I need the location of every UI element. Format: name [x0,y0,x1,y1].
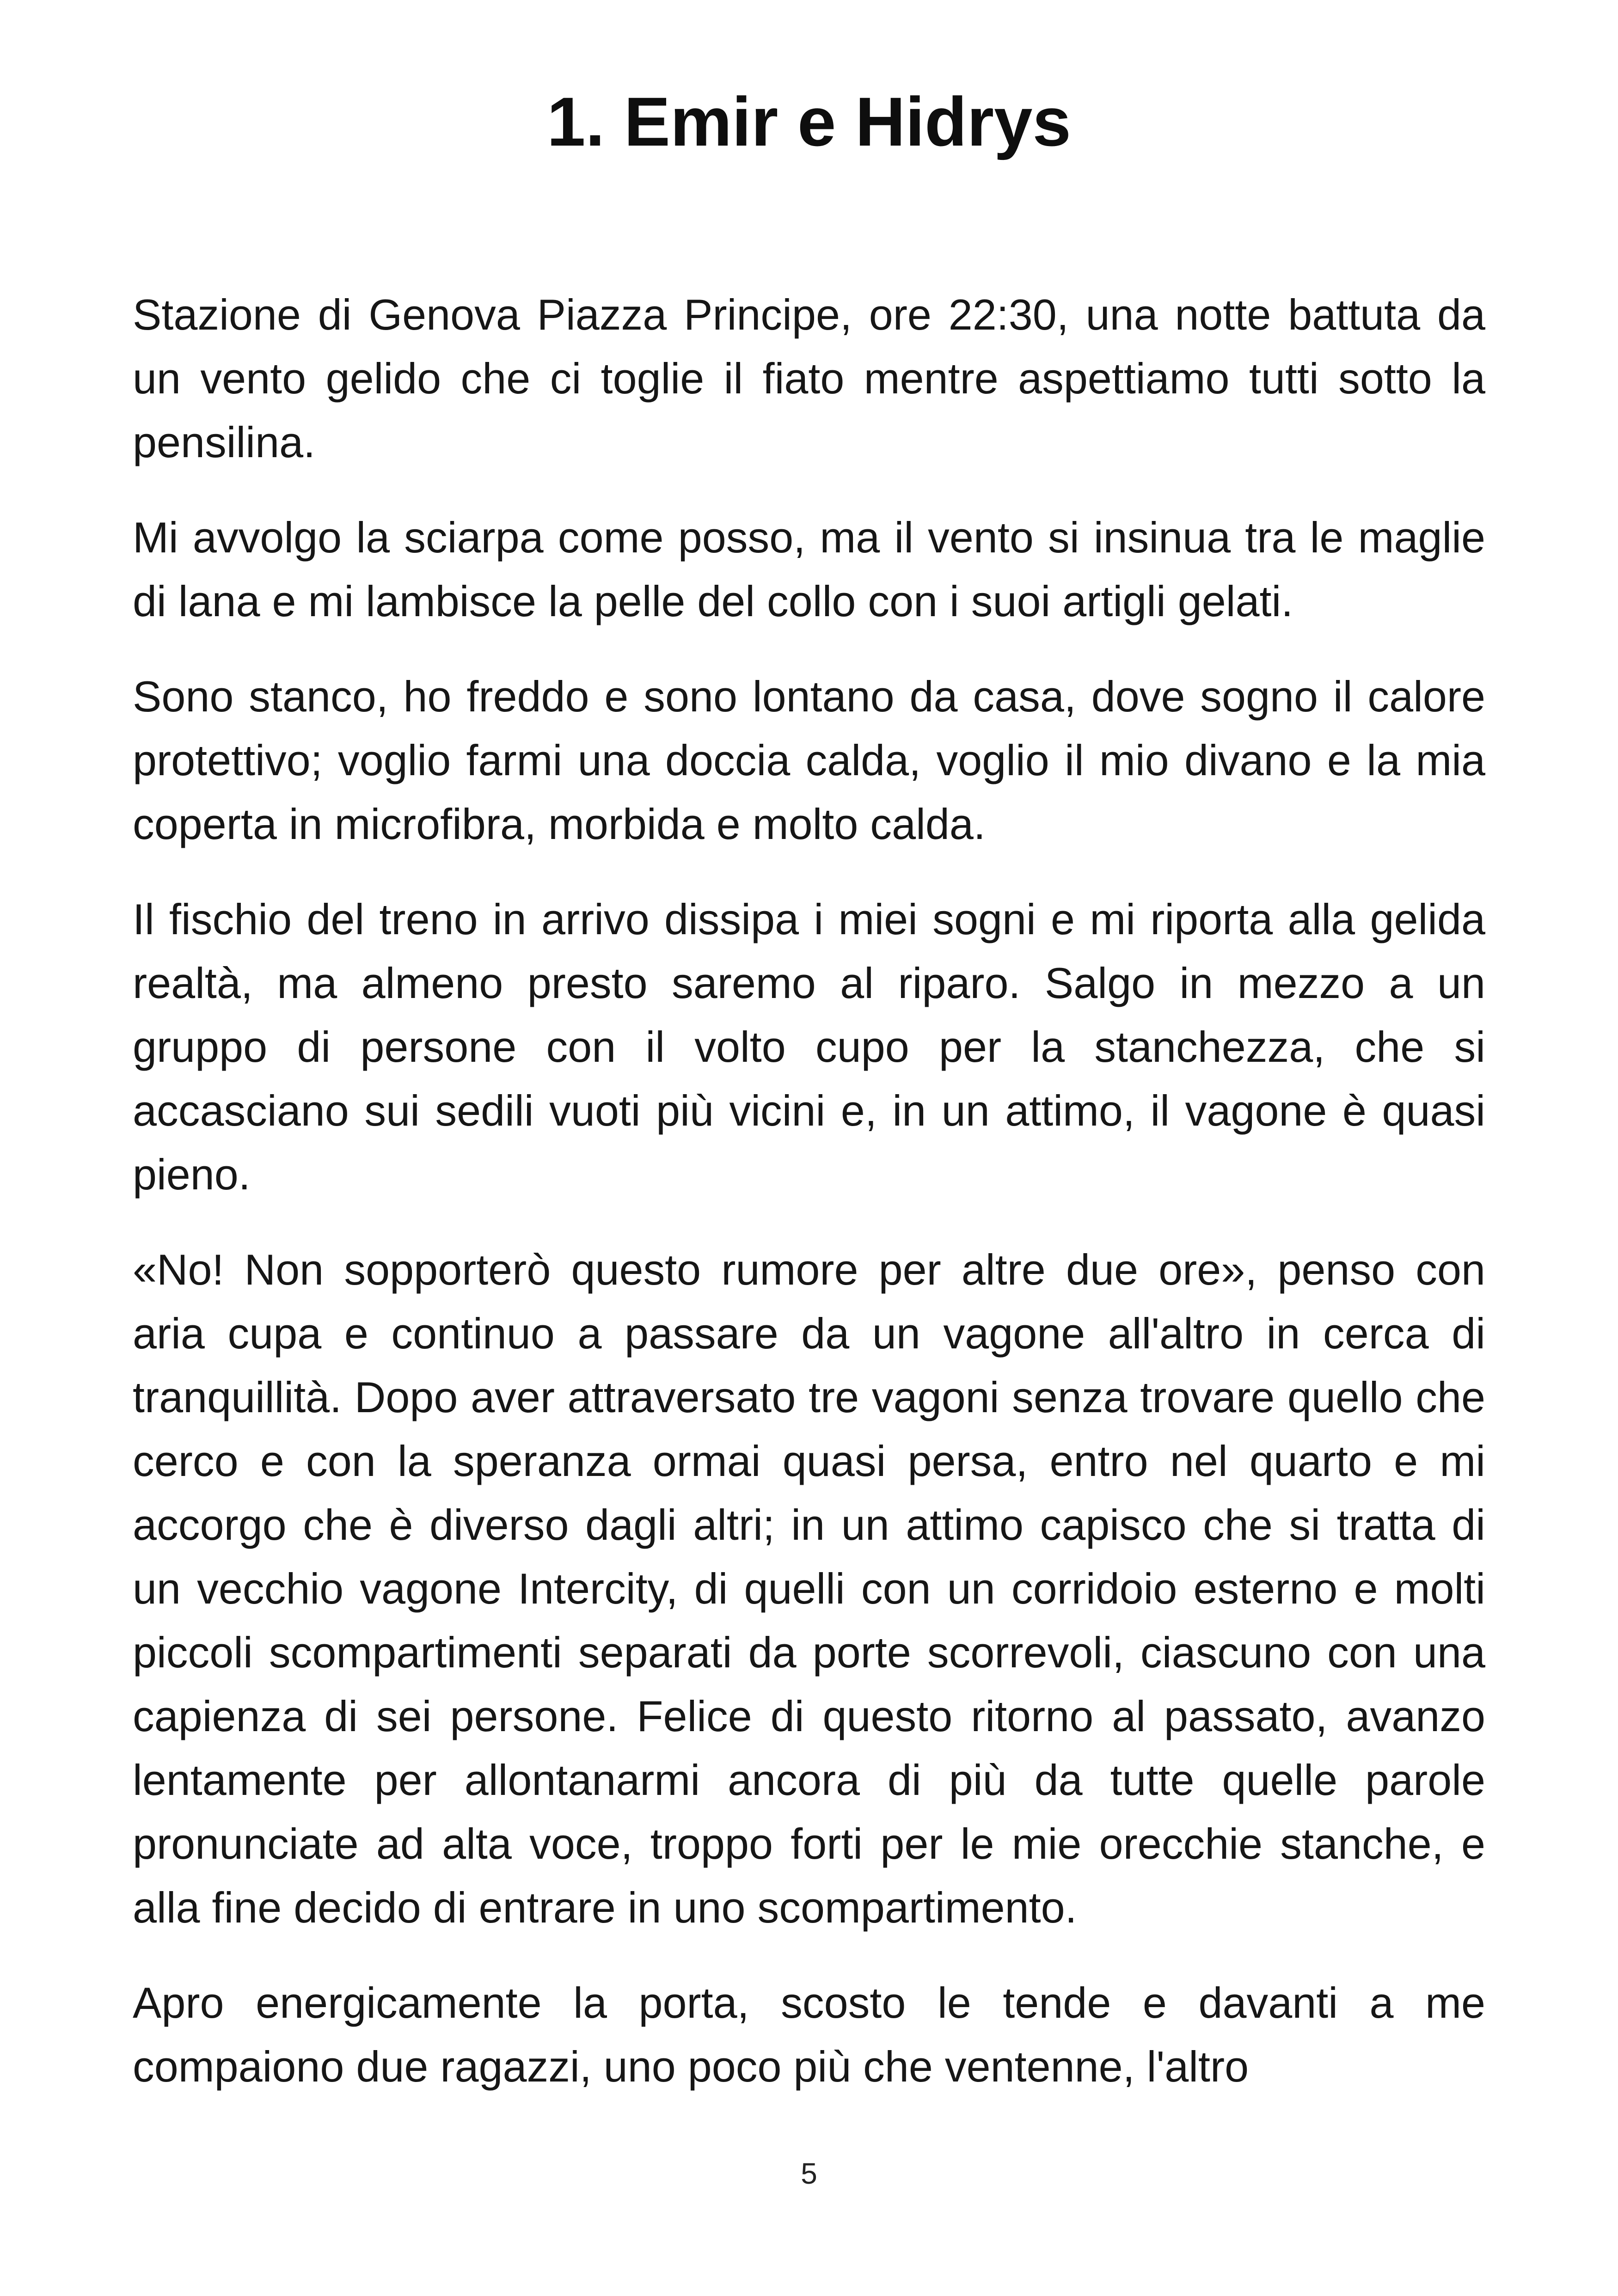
paragraph: «No! Non sopporterò questo rumore per altre due ore», penso con aria cupa e continuo a passare da un vagone all'altro in cerca di tranquillità. Dopo aver attraversato tre vagoni senza trovare quello che cerco e con la speranza ormai quasi persa, entro nel quarto e mi accorgo che è diverso dagli altri; in un attimo capisco che si tratta di un vecchio vagone Intercity, di quelli con un corridoio esterno e molti piccoli scompartimenti separati da porte scorrevoli, ciascuno con una capienza di sei persone. Felice di questo ritorno al passato, avanzo lentamente per allontanarmi ancora di più da tutte quelle parole pronunciate ad alta voce, troppo forti per le mie orecchie stanche, e alla fine decido di entrare in uno scompartimento. [133,1245,1485,1932]
paragraph: Apro energicamente la porta, scosto le tende e davanti a me compaiono due ragazzi, uno poco più che ventenne, l'altro [133,1978,1485,2091]
chapter-title: 1. Emir e Hidrys [547,83,1071,160]
paragraph: Stazione di Genova Piazza Principe, ore 22:30, una notte battuta da un vento gelido che ci toglie il fiato mentre aspettiamo tutti sotto la pensilina. [133,290,1485,466]
paragraph: Il fischio del treno in arrivo dissipa i miei sogni e mi riporta alla gelida realtà, ma almeno presto saremo al riparo. Salgo in mezzo a un gruppo di persone con il volto cupo per la stanchezza, che si accasciano sui sedili vuoti più vicini e, in un attimo, il vagone è quasi pieno. [133,895,1485,1199]
page-number: 5 [801,2157,817,2190]
paragraph: Sono stanco, ho freddo e sono lontano da casa, dove sogno il calore protettivo; voglio farmi una doccia calda, voglio il mio divano e la mia coperta in microfibra, morbida e molto calda. [133,672,1485,848]
body-text [133,283,1485,2130]
paragraph: Mi avvolgo la sciarpa come posso, ma il vento si insinua tra le maglie di lana e mi lambisce la pelle del collo con i suoi artigli gelati. [133,513,1485,625]
